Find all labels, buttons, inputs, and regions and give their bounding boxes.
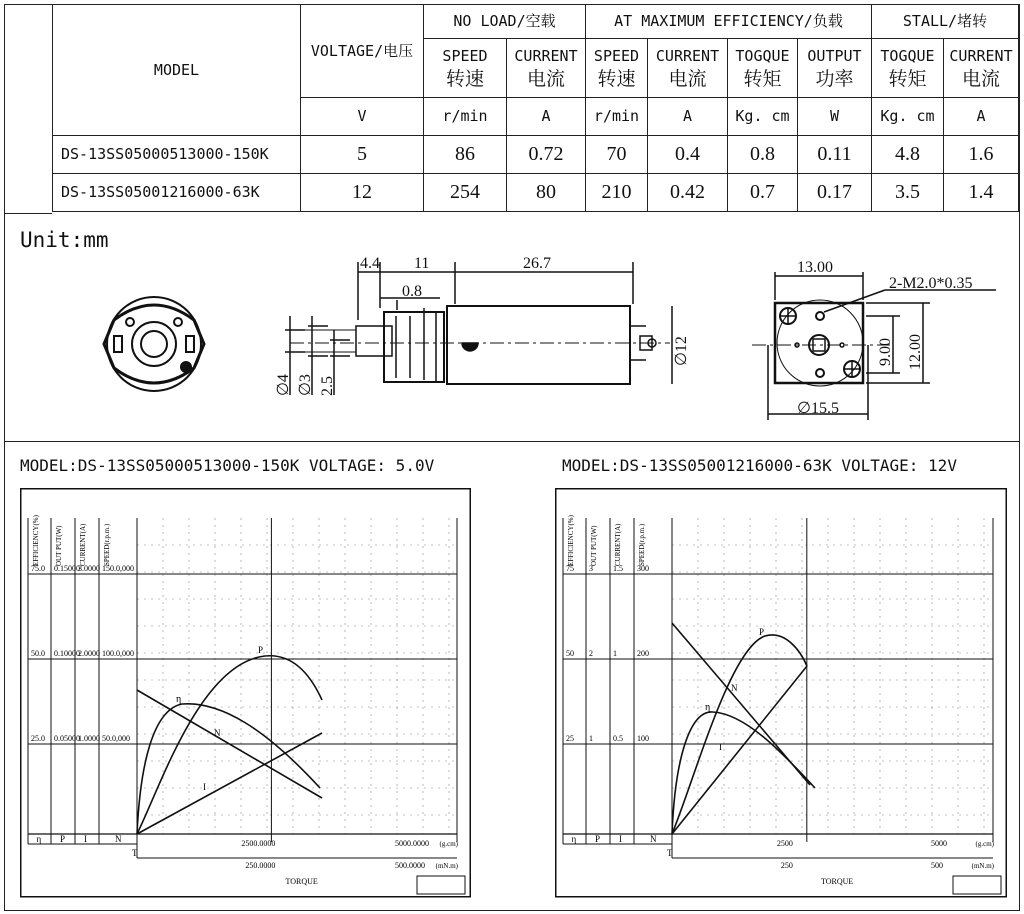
axis-head-label: EFFICIENCY(%) bbox=[567, 515, 575, 566]
efficiency-curve bbox=[137, 704, 320, 834]
dim-26-7: 26.7 bbox=[523, 255, 551, 272]
scale-value: 25.0 bbox=[31, 734, 45, 743]
x-tick-gcm: 2500 bbox=[776, 839, 793, 848]
t-axis-label: T bbox=[132, 848, 138, 858]
chart-frame bbox=[21, 489, 471, 897]
curve-label-n: N bbox=[731, 683, 738, 693]
scale-value: 50.0,000 bbox=[102, 734, 130, 743]
unit-cell: Kg. cm bbox=[728, 98, 798, 136]
header-no-load: NO LOAD/空载 bbox=[424, 5, 586, 39]
current-curve bbox=[137, 733, 322, 834]
dim-dia-15-5: ∅15.5 bbox=[797, 400, 839, 417]
subheader-en: TOGQUE bbox=[880, 47, 935, 65]
value-cell: 1.4 bbox=[944, 174, 1019, 212]
value-cell: 0.42 bbox=[648, 174, 728, 212]
x-unit-mnm: (mN.m) bbox=[435, 862, 458, 870]
unit-cell: W bbox=[798, 98, 872, 136]
x-tick-mnm: 500.0000 bbox=[395, 861, 425, 870]
subheader-en: TOGQUE bbox=[735, 47, 790, 65]
scale-value: 3.0000 bbox=[78, 564, 100, 573]
scale-foot-symbol: P bbox=[595, 834, 601, 844]
subheader-cn: 转速 bbox=[597, 68, 636, 90]
value-cell: 70 bbox=[586, 136, 648, 174]
curve-label-n: N bbox=[214, 728, 221, 738]
scale-value: 1.5 bbox=[613, 564, 623, 573]
scale-value: 2.0000 bbox=[78, 649, 100, 658]
unit-cell: Kg. cm bbox=[872, 98, 944, 136]
unit-cell: r/min bbox=[424, 98, 507, 136]
scale-foot-symbol: η bbox=[571, 834, 577, 844]
voltage-unit: V bbox=[301, 98, 424, 136]
scale-value: 1.0000 bbox=[78, 734, 100, 743]
end-view-drawing bbox=[104, 297, 204, 391]
curve-label-i: I bbox=[203, 782, 206, 792]
scale-value: 100.0,000 bbox=[102, 649, 134, 658]
performance-chart-1 bbox=[20, 488, 471, 898]
value-cell: 210 bbox=[586, 174, 648, 212]
axis-head-label: SPEED(r.p.m.) bbox=[638, 523, 646, 566]
dim-12-00: 12.00 bbox=[907, 334, 924, 370]
value-cell: 254 bbox=[424, 174, 507, 212]
scale-value: 200 bbox=[637, 649, 649, 658]
header-stall: STALL/堵转 bbox=[872, 5, 1019, 39]
value-cell: 4.8 bbox=[872, 136, 944, 174]
scale-value: 50.0 bbox=[31, 649, 45, 658]
x-unit-mnm: (mN.m) bbox=[971, 862, 994, 870]
subheader-en: CURRENT bbox=[949, 47, 1013, 65]
x-tick-gcm: 2500.0000 bbox=[241, 839, 276, 848]
subheader-cn: 电流 bbox=[961, 68, 1000, 90]
subheader-cn: 转矩 bbox=[888, 68, 927, 90]
current-curve bbox=[672, 666, 807, 834]
voltage-cell: 5 bbox=[301, 136, 424, 174]
unit-cell: A bbox=[944, 98, 1019, 136]
value-cell: 1.6 bbox=[944, 136, 1019, 174]
value-cell: 0.72 bbox=[507, 136, 586, 174]
dim-9-00: 9.00 bbox=[877, 338, 894, 366]
axis-head-label: CURRENT(A) bbox=[79, 523, 87, 566]
x-tick-mnm: 250 bbox=[780, 861, 793, 870]
value-cell: 3.5 bbox=[872, 174, 944, 212]
scale-foot-symbol: η bbox=[36, 834, 42, 844]
subheader-cn: 电流 bbox=[668, 68, 707, 90]
scale-value: 3 bbox=[589, 564, 593, 573]
dim-dia-3: ∅3 bbox=[297, 374, 314, 396]
subheader-en: CURRENT bbox=[655, 47, 720, 65]
scale-value: 50 bbox=[566, 649, 574, 658]
scale-foot-symbol: I bbox=[619, 834, 622, 844]
curve-label-eta: η bbox=[176, 694, 182, 705]
header-voltage: VOLTAGE/电压 bbox=[301, 5, 424, 98]
curve-label-eta: η bbox=[705, 702, 711, 713]
subheader-en: SPEED bbox=[442, 47, 488, 65]
curve-label-p: P bbox=[258, 645, 264, 655]
x-tick-mnm: 250.0000 bbox=[245, 861, 276, 870]
value-cell: 86 bbox=[424, 136, 507, 174]
header-model: MODEL bbox=[53, 5, 301, 136]
header-max-efficiency: AT MAXIMUM EFFICIENCY/负载 bbox=[586, 5, 872, 39]
scale-foot-symbol: N bbox=[115, 834, 122, 844]
model-cell: DS-13SS05000513000-150K bbox=[53, 136, 301, 174]
chart-frame bbox=[556, 489, 1007, 897]
scale-value: 0.05000 bbox=[54, 734, 80, 743]
value-cell: 0.7 bbox=[728, 174, 798, 212]
scale-foot-symbol: P bbox=[60, 834, 66, 844]
dim-4-4: 4.4 bbox=[360, 255, 380, 272]
scale-value: 0.15000 bbox=[54, 564, 80, 573]
x-tick-mnm: 500 bbox=[931, 861, 943, 870]
dim-0-8: 0.8 bbox=[402, 283, 422, 300]
dim-m2-thread: 2-M2.0*0.35 bbox=[889, 275, 973, 292]
value-cell: 0.4 bbox=[648, 136, 728, 174]
scale-value: 100 bbox=[637, 734, 649, 743]
model-cell: DS-13SS05001216000-63K bbox=[53, 174, 301, 212]
subheader-en: CURRENT bbox=[514, 47, 578, 65]
graph-1-title: MODEL:DS-13SS05000513000-150K VOLTAGE: 5.0V bbox=[20, 456, 435, 475]
scale-value: 75.0 bbox=[31, 564, 45, 573]
speed-curve bbox=[672, 623, 810, 785]
x-axis-label: TORQUE bbox=[821, 877, 854, 886]
front-view-drawing bbox=[752, 272, 996, 420]
side-view-drawing bbox=[285, 262, 672, 395]
value-cell: 0.17 bbox=[798, 174, 872, 212]
t-axis-label: T bbox=[667, 848, 673, 858]
subheader-en: SPEED bbox=[593, 47, 640, 65]
axis-head-label: EFFICIENCY(%) bbox=[32, 515, 40, 566]
axis-head-label: CURRENT(A) bbox=[614, 523, 622, 566]
subheader-cn: 电流 bbox=[526, 68, 565, 90]
subheader-en: OUTPUT bbox=[807, 47, 862, 65]
value-cell: 80 bbox=[507, 174, 586, 212]
graph-2-title: MODEL:DS-13SS05001216000-63K VOLTAGE: 12V bbox=[562, 456, 957, 475]
scale-value: 25 bbox=[566, 734, 574, 743]
scale-value: 2 bbox=[589, 649, 593, 658]
dim-11: 11 bbox=[414, 255, 430, 272]
dim-13-00: 13.00 bbox=[797, 259, 833, 276]
x-tick-gcm: 5000.0000 bbox=[395, 839, 429, 848]
scale-foot-symbol: N bbox=[650, 834, 657, 844]
voltage-cell: 12 bbox=[301, 174, 424, 212]
x-tick-gcm: 5000 bbox=[931, 839, 947, 848]
curve-label-i: I bbox=[719, 742, 722, 752]
scale-value: 1 bbox=[613, 649, 617, 658]
scale-value: 300 bbox=[637, 564, 649, 573]
scale-foot-symbol: I bbox=[84, 834, 87, 844]
dim-2-5: 2.5 bbox=[319, 376, 336, 396]
value-cell: 0.11 bbox=[798, 136, 872, 174]
axis-head-label: OUT PUT(W) bbox=[590, 525, 598, 566]
subheader-cn: 功率 bbox=[815, 68, 854, 90]
x-unit-gcm: (g.cm) bbox=[975, 840, 994, 848]
unit-cell: r/min bbox=[586, 98, 648, 136]
curve-label-p: P bbox=[759, 627, 765, 637]
corner-box bbox=[953, 876, 1001, 894]
subheader-cn: 转速 bbox=[445, 68, 484, 90]
scale-value: 0.5 bbox=[613, 734, 623, 743]
value-cell: 0.8 bbox=[728, 136, 798, 174]
scale-value: 75 bbox=[566, 564, 574, 573]
unit-cell: A bbox=[648, 98, 728, 136]
x-axis-label: TORQUE bbox=[285, 877, 318, 886]
output-curve bbox=[672, 635, 807, 834]
unit-cell: A bbox=[507, 98, 586, 136]
corner-box bbox=[417, 876, 465, 894]
x-unit-gcm: (g.cm) bbox=[439, 840, 458, 848]
dim-dia-12: ∅12 bbox=[673, 336, 690, 366]
scale-value: 0.10000 bbox=[54, 649, 80, 658]
scale-value: 150.0,000 bbox=[102, 564, 134, 573]
axis-head-label: SPEED(r.p.m.) bbox=[103, 523, 111, 566]
subheader-cn: 转矩 bbox=[743, 68, 782, 90]
scale-value: 1 bbox=[589, 734, 593, 743]
unit-label: Unit:mm bbox=[20, 228, 109, 252]
axis-head-label: OUT PUT(W) bbox=[55, 525, 63, 566]
dim-dia-4: ∅4 bbox=[275, 374, 292, 396]
performance-chart-2 bbox=[555, 488, 1007, 898]
